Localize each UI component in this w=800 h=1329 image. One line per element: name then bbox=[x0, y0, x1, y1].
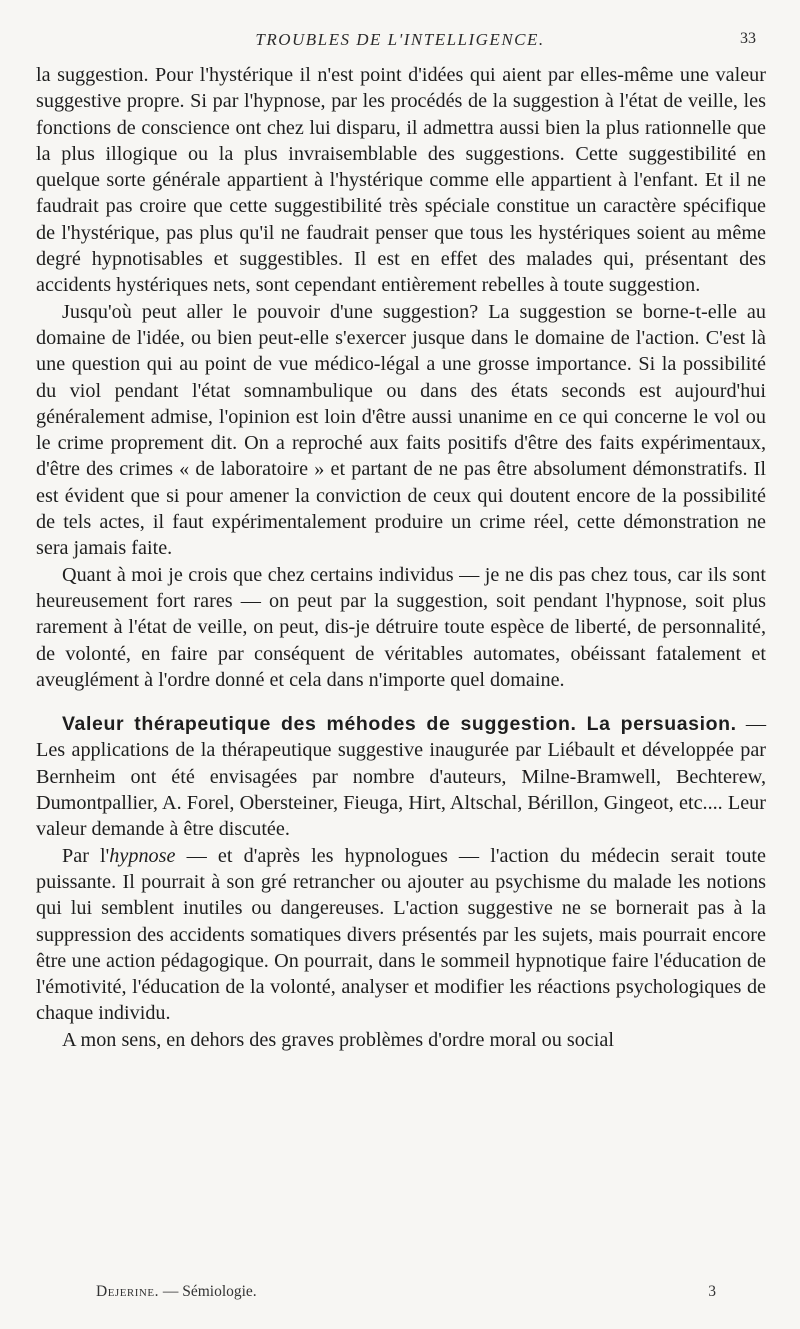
paragraph-continuation: la suggestion. Pour l'hystérique il n'est point d'idées qui aient par elles-même une valeur suggestive propre. Si par l'hypnose, par les procédés de la suggestion à l'état de veille, les fonctions de conscience ont chez lui disparu, il admettra aussi bien la plus rationnelle que la plus illogique ou la plus invraisemblable des suggestions. Cette suggestibilité en quelque sorte générale appartient à l'hystérique comme elle appartient à l'enfant. Et il ne faudrait pas croire que cette suggestibilité très spéciale constitue un caractère spécifique de l'hystérique, pas plus qu'il ne faudrait penser que tous les hystériques soient au même degré hypnotisables et suggestibles. Il est en effet des malades qui, présentant des accidents hystériques nets, sont cependant entièrement rebelles à toute suggestion. bbox=[36, 64, 766, 297]
hypnosis-term: hypnose bbox=[109, 844, 176, 867]
section-therapeutic-value bbox=[36, 711, 766, 1053]
section-title: Valeur thérapeutique des méhodes de suggestion. La persuasion. bbox=[62, 713, 737, 736]
paragraph-hypnosis bbox=[36, 843, 766, 1027]
running-title: TROUBLES DE L'INTELLIGENCE. bbox=[255, 30, 545, 49]
footer-book: — Sémiologie. bbox=[162, 1283, 257, 1300]
body-text bbox=[36, 62, 766, 1053]
signature-mark: 3 bbox=[708, 1283, 716, 1300]
running-head bbox=[36, 30, 764, 52]
section-intro-text: — Les applications de la thérapeutique suggestive inaugurée par Liébault et développée par Bernheim ont été envisagées par nombre d'auteurs, Milne-Bramwell, Bechterew, Dumontpallier, A. Forel, Obersteiner, Fieuga, Hirt, Altschal, Bérillon, Gingeot, etc.... Leur valeur demande à être discutée. bbox=[36, 713, 767, 841]
footer-author: Dejerine. bbox=[96, 1283, 159, 1300]
page-footer bbox=[96, 1283, 716, 1307]
hypnosis-text: — et d'après les hypnologues — l'action du médecin serait toute puissante. Il pourrait à son gré retrancher ou ajouter au psychisme du malade les notions qui lui semblent inutiles ou dangereuses. L'action suggestive ne se bornerait pas à la suppression des accidents somatiques divers présentés par les sujets, mais pourrait encore être une action pédagogique. On pourrait, dans le sommeil hypnotique faire l'éducation de l'émotivité, l'éducation de la volonté, analyser et modifier les réactions psychologiques de chaque individu. bbox=[36, 844, 767, 1025]
section-intro-paragraph bbox=[36, 711, 766, 842]
hypnosis-lead: Par l' bbox=[62, 844, 110, 867]
paragraph-suggestion-power: Jusqu'où peut aller le pouvoir d'une suggestion? La suggestion se borne-t-elle au domaine de l'idée, ou bien peut-elle s'exercer jusque dans le domaine de l'action. C'est là une question qui au point de vue médico-légal a une grosse importance. Si la possibilité du viol pendant l'état somnambulique ou dans des états seconds est aujourd'hui généralement admise, l'opinion est loin d'être aussi unanime en ce qui concerne le vol ou le crime proprement dit. On a reproché aux faits positifs d'être des faits expérimentaux, d'être des crimes « de laboratoire » et partant de ne pas être absolument démonstratifs. Il est évident que si pour amener la conviction de ceux qui doutent encore de la possibilité de tels actes, il faut expérimentalement produire un crime réel, cette démonstration ne sera jamais faite. bbox=[36, 300, 766, 560]
paragraph-author-opinion: Quant à moi je crois que chez certains individus — je ne dis pas chez tous, car ils sont heureusement fort rares — on peut par la suggestion, soit pendant l'hypnose, soit plus rarement à l'état de veille, on peut, dis-je détruire toute espèce de liberté, de personnalité, de volonté, en faire par conséquent de véritables automates, obéissant fatalement et aveuglément à l'ordre donné et cela dans n'importe quel domaine. bbox=[36, 563, 766, 691]
paragraph-my-view: A mon sens, en dehors des graves problèmes d'ordre moral ou social bbox=[62, 1028, 614, 1051]
page-number: 33 bbox=[740, 30, 756, 47]
